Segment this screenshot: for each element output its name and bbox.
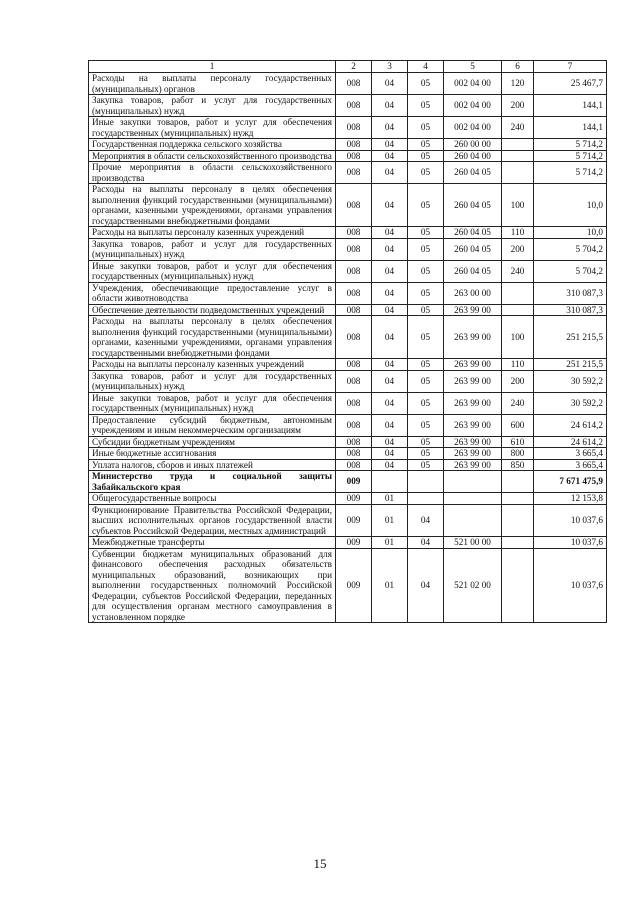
col-header-6: 6 [502, 61, 534, 73]
cell-subsection-code: 04 [408, 504, 444, 537]
cell-ministry-code: 008 [336, 448, 372, 460]
cell-name: Предоставление субсидий бюджетным, автономным учреждениям и иным некоммерческим организациям [89, 414, 336, 436]
cell-ministry-code: 008 [336, 260, 372, 282]
cell-ministry-code: 008 [336, 459, 372, 471]
cell-expense-type: 610 [502, 436, 534, 448]
cell-ministry-code: 008 [336, 414, 372, 436]
cell-subsection-code: 05 [408, 392, 444, 414]
cell-expense-type: 850 [502, 459, 534, 471]
cell-ministry-code: 008 [336, 282, 372, 304]
cell-name: Учреждения, обеспечивающие предоставление услуг в области животноводства [89, 282, 336, 304]
cell-target-code: 521 00 00 [444, 537, 502, 549]
cell-subsection-code: 05 [408, 316, 444, 359]
cell-ministry-code: 008 [336, 227, 372, 239]
cell-target-code: 260 00 00 [444, 139, 502, 151]
cell-subsection-code: 05 [408, 282, 444, 304]
cell-section-code: 04 [372, 370, 408, 392]
cell-amount: 5 714,2 [534, 162, 607, 184]
cell-amount: 10 037,6 [534, 548, 607, 623]
cell-subsection-code [408, 493, 444, 505]
cell-amount: 5 714,2 [534, 139, 607, 151]
cell-section-code: 04 [372, 359, 408, 371]
cell-name: Государственная поддержка сельского хозяйства [89, 139, 336, 151]
cell-expense-type [502, 504, 534, 537]
cell-section-code: 04 [372, 414, 408, 436]
cell-section-code: 01 [372, 504, 408, 537]
col-header-1: 1 [89, 61, 336, 73]
cell-section-code: 04 [372, 117, 408, 139]
cell-ministry-code: 008 [336, 162, 372, 184]
cell-amount: 10,0 [534, 184, 607, 227]
cell-ministry-code: 008 [336, 316, 372, 359]
cell-expense-type [502, 548, 534, 623]
cell-name: Расходы на выплаты персоналу в целях обеспечения выполнения функций государственными (муниципальными) органами, казенными учреждениями, органами управления государственными внебюджетными фондами [89, 316, 336, 359]
cell-expense-type [502, 282, 534, 304]
cell-section-code: 04 [372, 227, 408, 239]
cell-amount: 310 087,3 [534, 304, 607, 316]
cell-section-code [372, 471, 408, 493]
cell-subsection-code: 05 [408, 73, 444, 95]
col-header-5: 5 [444, 61, 502, 73]
cell-ministry-code: 009 [336, 548, 372, 623]
cell-ministry-code: 008 [336, 150, 372, 162]
cell-expense-type: 110 [502, 359, 534, 371]
table-row [89, 392, 607, 414]
cell-expense-type: 120 [502, 73, 534, 95]
cell-ministry-code: 008 [336, 359, 372, 371]
table-row [89, 227, 607, 239]
cell-name: Расходы на выплаты персоналу казенных учреждений [89, 359, 336, 371]
cell-amount: 10 037,6 [534, 504, 607, 537]
cell-name: Иные закупки товаров, работ и услуг для обеспечения государственных (муниципальных) нужд [89, 260, 336, 282]
table-row [89, 548, 607, 623]
cell-ministry-code: 008 [336, 73, 372, 95]
cell-amount: 5 704,2 [534, 260, 607, 282]
cell-section-code: 04 [372, 184, 408, 227]
cell-ministry-code: 009 [336, 471, 372, 493]
cell-expense-type: 600 [502, 414, 534, 436]
cell-ministry-code: 009 [336, 493, 372, 505]
cell-subsection-code: 05 [408, 139, 444, 151]
cell-expense-type [502, 150, 534, 162]
table-row [89, 448, 607, 460]
cell-subsection-code: 05 [408, 162, 444, 184]
cell-target-code: 263 99 00 [444, 304, 502, 316]
cell-expense-type: 200 [502, 238, 534, 260]
cell-ministry-code: 008 [336, 117, 372, 139]
cell-amount: 12 153,8 [534, 493, 607, 505]
cell-subsection-code: 05 [408, 95, 444, 117]
cell-section-code: 04 [372, 150, 408, 162]
cell-expense-type: 200 [502, 370, 534, 392]
cell-subsection-code: 05 [408, 117, 444, 139]
cell-ministry-code: 008 [336, 139, 372, 151]
table-row [89, 459, 607, 471]
table-row [89, 436, 607, 448]
cell-section-code: 04 [372, 282, 408, 304]
cell-name: Субвенции бюджетам муниципальных образований для финансового обеспечения расходных обязательств муниципальных образований, возникающих при выполнении государственных полномочий Российской Федерации, субъектов Российской Федерации, переданных для осуществления органам местного самоуправления в установленном порядке [89, 548, 336, 623]
cell-subsection-code: 05 [408, 359, 444, 371]
cell-section-code: 01 [372, 537, 408, 549]
cell-ministry-code: 009 [336, 504, 372, 537]
cell-section-code: 04 [372, 392, 408, 414]
table-row [89, 282, 607, 304]
cell-expense-type: 100 [502, 316, 534, 359]
cell-name: Мероприятия в области сельскохозяйственного производства [89, 150, 336, 162]
cell-name: Закупка товаров, работ и услуг для государственных (муниципальных) нужд [89, 95, 336, 117]
cell-section-code: 04 [372, 95, 408, 117]
cell-expense-type: 800 [502, 448, 534, 460]
cell-section-code: 04 [372, 238, 408, 260]
cell-amount: 251 215,5 [534, 359, 607, 371]
cell-amount: 25 467,7 [534, 73, 607, 95]
cell-name: Функционирование Правительства Российской Федерации, высших исполнительных органов государственной власти субъектов Российской Федерации, местных администраций [89, 504, 336, 537]
table-row [89, 117, 607, 139]
table-row [89, 139, 607, 151]
col-header-2: 2 [336, 61, 372, 73]
cell-section-code: 04 [372, 304, 408, 316]
cell-target-code [444, 471, 502, 493]
cell-target-code [444, 493, 502, 505]
cell-target-code: 002 04 00 [444, 73, 502, 95]
cell-amount: 251 215,5 [534, 316, 607, 359]
table-row [89, 359, 607, 371]
cell-target-code: 260 04 05 [444, 227, 502, 239]
cell-target-code [444, 504, 502, 537]
cell-expense-type [502, 162, 534, 184]
table-row [89, 162, 607, 184]
cell-target-code: 263 99 00 [444, 370, 502, 392]
cell-target-code: 260 04 05 [444, 238, 502, 260]
cell-subsection-code: 05 [408, 227, 444, 239]
cell-expense-type: 240 [502, 392, 534, 414]
table-row [89, 537, 607, 549]
budget-table [88, 60, 607, 623]
cell-expense-type: 100 [502, 184, 534, 227]
cell-name: Обеспечение деятельности подведомственных учреждений [89, 304, 336, 316]
cell-name: Общегосударственные вопросы [89, 493, 336, 505]
cell-amount: 5 704,2 [534, 238, 607, 260]
cell-subsection-code: 05 [408, 184, 444, 227]
cell-target-code: 260 04 05 [444, 260, 502, 282]
cell-target-code: 002 04 00 [444, 95, 502, 117]
cell-target-code: 263 99 00 [444, 392, 502, 414]
cell-ministry-code: 008 [336, 95, 372, 117]
cell-name: Закупка товаров, работ и услуг для государственных (муниципальных) нужд [89, 370, 336, 392]
cell-target-code: 263 00 00 [444, 282, 502, 304]
cell-amount: 5 714,2 [534, 150, 607, 162]
cell-section-code: 04 [372, 260, 408, 282]
col-header-4: 4 [408, 61, 444, 73]
cell-section-code: 04 [372, 459, 408, 471]
cell-section-code: 04 [372, 448, 408, 460]
table-row [89, 471, 607, 493]
cell-name: Межбюджетные трансферты [89, 537, 336, 549]
table-row [89, 504, 607, 537]
cell-subsection-code: 05 [408, 414, 444, 436]
cell-section-code: 04 [372, 139, 408, 151]
cell-expense-type [502, 493, 534, 505]
cell-name: Иные закупки товаров, работ и услуг для обеспечения государственных (муниципальных) нужд [89, 117, 336, 139]
cell-expense-type: 200 [502, 95, 534, 117]
cell-expense-type: 240 [502, 260, 534, 282]
cell-name: Министерство труда и социальной защиты Забайкальского края [89, 471, 336, 493]
cell-target-code: 260 04 05 [444, 184, 502, 227]
cell-name: Иные закупки товаров, работ и услуг для обеспечения государственных (муниципальных) нужд [89, 392, 336, 414]
cell-section-code: 04 [372, 316, 408, 359]
cell-subsection-code: 05 [408, 260, 444, 282]
cell-section-code: 04 [372, 436, 408, 448]
cell-subsection-code: 05 [408, 448, 444, 460]
cell-section-code: 04 [372, 73, 408, 95]
table-row [89, 414, 607, 436]
cell-target-code: 263 99 00 [444, 436, 502, 448]
table-row [89, 260, 607, 282]
col-header-7: 7 [534, 61, 607, 73]
cell-section-code: 01 [372, 493, 408, 505]
cell-target-code: 263 99 00 [444, 459, 502, 471]
cell-target-code: 263 99 00 [444, 414, 502, 436]
cell-expense-type [502, 139, 534, 151]
cell-section-code: 01 [372, 548, 408, 623]
cell-subsection-code: 05 [408, 304, 444, 316]
cell-target-code: 002 04 00 [444, 117, 502, 139]
cell-name: Субсидии бюджетным учреждениям [89, 436, 336, 448]
cell-expense-type: 110 [502, 227, 534, 239]
cell-name: Расходы на выплаты персоналу в целях обеспечения выполнения функций государственными (муниципальными) органами, казенными учреждениями, органами управления государственными внебюджетными фондами [89, 184, 336, 227]
cell-name: Иные бюджетные ассигнования [89, 448, 336, 460]
table-row [89, 184, 607, 227]
table-row [89, 316, 607, 359]
cell-amount: 30 592,2 [534, 392, 607, 414]
cell-target-code: 260 04 05 [444, 162, 502, 184]
cell-expense-type [502, 304, 534, 316]
cell-ministry-code: 008 [336, 370, 372, 392]
table-row [89, 95, 607, 117]
cell-amount: 144,1 [534, 95, 607, 117]
cell-subsection-code: 05 [408, 150, 444, 162]
cell-target-code: 263 99 00 [444, 359, 502, 371]
cell-expense-type: 240 [502, 117, 534, 139]
cell-target-code: 521 02 00 [444, 548, 502, 623]
table-row [89, 493, 607, 505]
cell-subsection-code: 05 [408, 436, 444, 448]
table-row [89, 150, 607, 162]
cell-ministry-code: 008 [336, 238, 372, 260]
header-row [89, 61, 607, 73]
cell-amount: 10,0 [534, 227, 607, 239]
cell-subsection-code [408, 471, 444, 493]
page-number: 15 [313, 856, 327, 871]
cell-ministry-code: 009 [336, 537, 372, 549]
cell-expense-type [502, 471, 534, 493]
table-row [89, 73, 607, 95]
cell-subsection-code: 05 [408, 459, 444, 471]
cell-amount: 310 087,3 [534, 282, 607, 304]
cell-subsection-code: 04 [408, 548, 444, 623]
cell-amount: 7 671 475,9 [534, 471, 607, 493]
cell-name: Прочие мероприятия в области сельскохозяйственного производства [89, 162, 336, 184]
cell-amount: 10 037,6 [534, 537, 607, 549]
cell-subsection-code: 05 [408, 238, 444, 260]
cell-ministry-code: 008 [336, 436, 372, 448]
cell-target-code: 260 04 00 [444, 150, 502, 162]
cell-amount: 3 665,4 [534, 459, 607, 471]
cell-amount: 24 614,2 [534, 436, 607, 448]
cell-name: Закупка товаров, работ и услуг для государственных (муниципальных) нужд [89, 238, 336, 260]
cell-name: Расходы на выплаты персоналу казенных учреждений [89, 227, 336, 239]
table-row [89, 370, 607, 392]
cell-target-code: 263 99 00 [444, 448, 502, 460]
cell-name: Уплата налогов, сборов и иных платежей [89, 459, 336, 471]
cell-ministry-code: 008 [336, 304, 372, 316]
cell-name: Расходы на выплаты персоналу государственных (муниципальных) органов [89, 73, 336, 95]
col-header-3: 3 [372, 61, 408, 73]
cell-ministry-code: 008 [336, 392, 372, 414]
table-row [89, 238, 607, 260]
cell-ministry-code: 008 [336, 184, 372, 227]
cell-amount: 30 592,2 [534, 370, 607, 392]
cell-section-code: 04 [372, 162, 408, 184]
cell-expense-type [502, 537, 534, 549]
cell-subsection-code: 05 [408, 370, 444, 392]
cell-amount: 3 665,4 [534, 448, 607, 460]
cell-amount: 144,1 [534, 117, 607, 139]
cell-amount: 24 614,2 [534, 414, 607, 436]
cell-subsection-code: 04 [408, 537, 444, 549]
table-row [89, 304, 607, 316]
cell-target-code: 263 99 00 [444, 316, 502, 359]
